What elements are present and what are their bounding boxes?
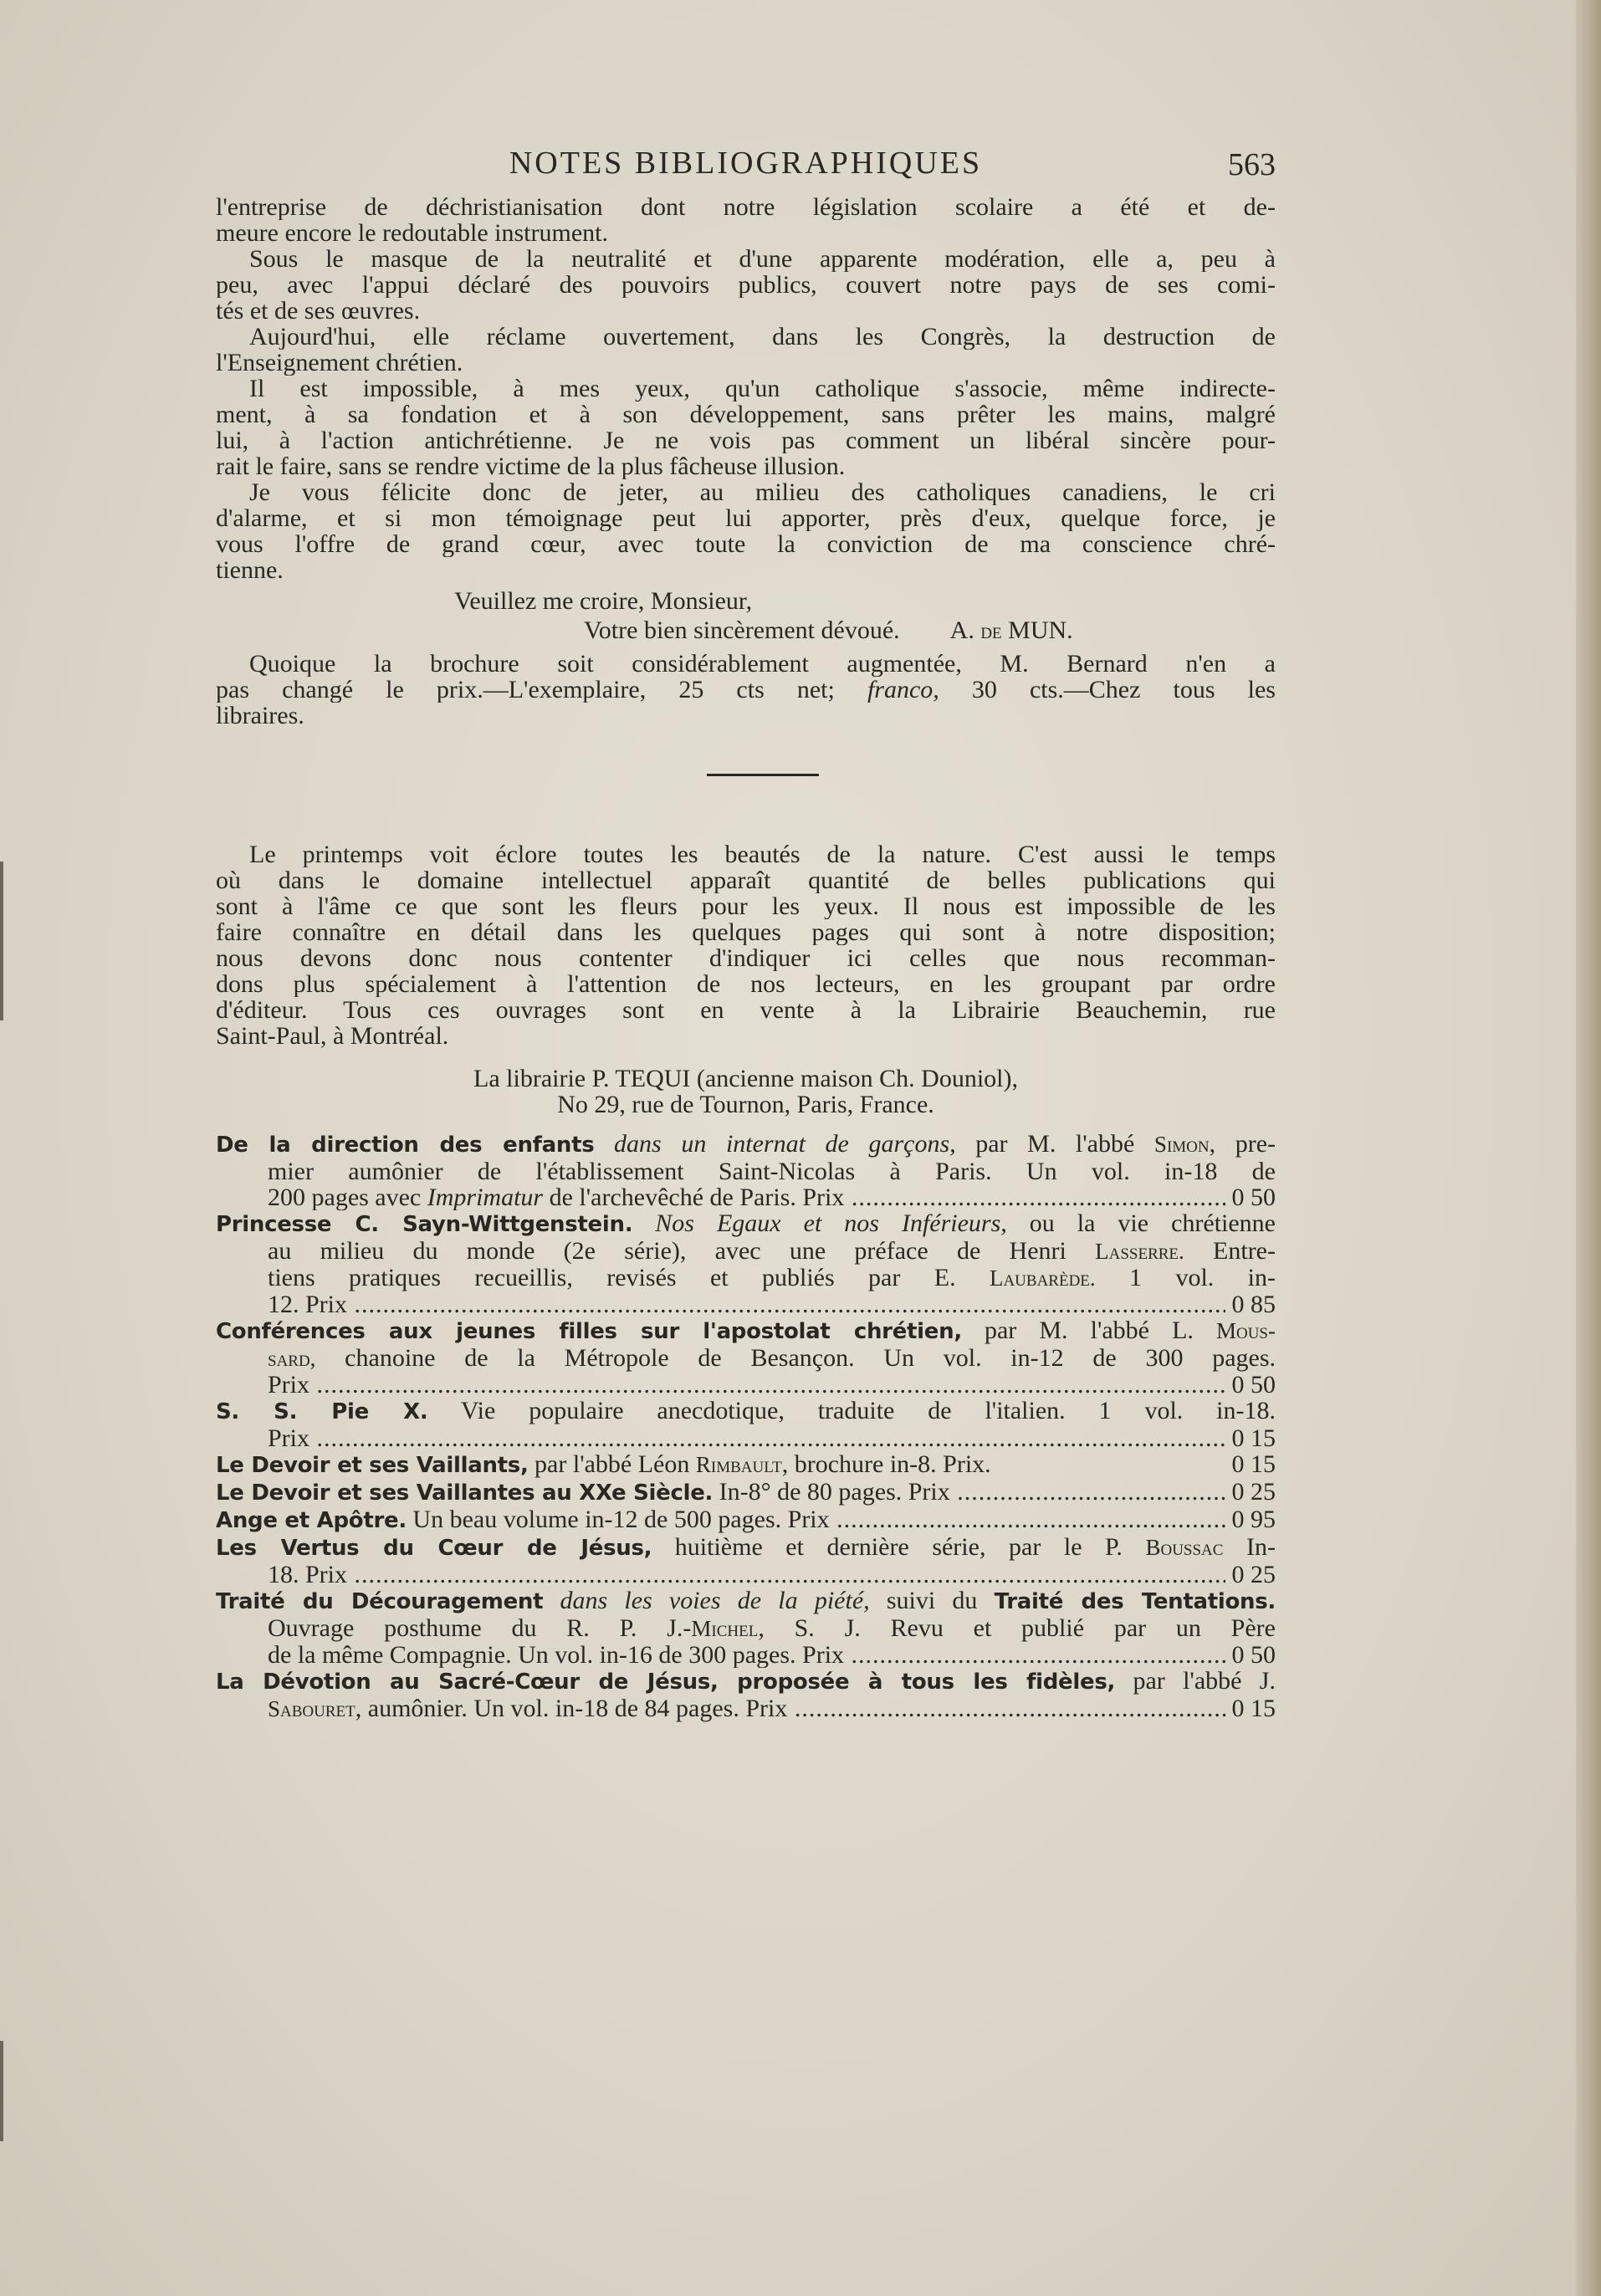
book-title: Traité du Découragement <box>216 1589 544 1614</box>
book-title-2: Traité des Tentations. <box>994 1589 1276 1614</box>
text-line: lui, à l'action antichrétienne. Je ne vois pas comment un libéral sincère pour- <box>216 427 1276 453</box>
running-title: NOTES BIBLIOGRAPHIQUES <box>509 146 983 181</box>
text-line: peu, avec l'appui déclaré des pouvoirs publics, couvert notre pays de ses comi- <box>216 272 1276 298</box>
book-text: de l'archevêché de Paris. Prix <box>543 1184 845 1210</box>
letter-body <box>216 194 1276 644</box>
book-price: 0 50 <box>1231 1184 1276 1211</box>
page-edge <box>1576 0 1601 2296</box>
author-name: Michel <box>691 1616 759 1641</box>
price-line <box>216 1506 1276 1534</box>
book-price: 0 25 <box>1231 1561 1276 1588</box>
book-price: 0 15 <box>1231 1695 1276 1722</box>
signature-name: MUN. <box>1008 617 1073 644</box>
book-text: de la même Compagnie. Un vol. in-16 de 300 pages. Prix ..... <box>268 1642 1225 1668</box>
text-line: sont à l'âme ce que sont les fleurs pour les yeux. Il nous est impossible de les <box>216 893 1276 919</box>
text-line: mier aumônier de l'établissement Saint-Nicolas à Paris. Un vol. in-18 de <box>268 1158 1276 1184</box>
book-title: Le Devoir et ses Vaillants, <box>216 1453 529 1478</box>
book-text: 18. Prix ..... <box>268 1562 1225 1588</box>
book-text: ou la vie chrétienne <box>1006 1210 1276 1237</box>
text-line <box>216 1210 1276 1238</box>
author-name: sard, <box>268 1346 316 1371</box>
text-line <box>216 1398 1276 1425</box>
book-subtitle: dans un internat de garçons, <box>594 1131 956 1158</box>
note-text: 30 cts.—Chez tous les <box>939 677 1276 703</box>
book-italic: Imprimatur <box>427 1184 544 1210</box>
text-line: rait le faire, sans se rendre victime de la plus fâcheuse illusion. <box>216 453 846 479</box>
publisher-address: No 29, rue de Tournon, Paris, France. <box>557 1091 934 1118</box>
book-text: chanoine de la Métropole de Besançon. Un vol. in-12 de 300 pages. <box>315 1345 1276 1372</box>
book-text: , pre- <box>1209 1131 1276 1158</box>
text-line: l'entreprise de déchristianisation dont notre législation scolaire a été et de- <box>216 194 1276 220</box>
book-text: suivi du <box>869 1588 995 1614</box>
book-price: 0 50 <box>1231 1641 1276 1669</box>
text-line: Il est impossible, à mes yeux, qu'un catholique s'associe, même indirecte- <box>249 376 1276 401</box>
price-note <box>216 651 1276 729</box>
book-title: Conférences aux jeunes filles sur l'apostolat chrétien, <box>216 1319 962 1344</box>
running-header <box>216 146 1276 194</box>
book-title: La Dévotion au Sacré-Cœur de Jésus, proposée à tous les fidèles, <box>216 1670 1116 1695</box>
author-name: Rimbault <box>695 1452 782 1477</box>
text-line: libraires. <box>216 703 304 729</box>
book-title: Ange et Apôtre. <box>216 1508 407 1533</box>
signature-particle: de <box>980 618 1002 643</box>
text-line: Je vous félicite donc de jeter, au milieu des catholiques canadiens, le cri <box>249 479 1276 505</box>
price-line <box>216 1291 1276 1317</box>
book-price: 0 50 <box>1231 1371 1276 1399</box>
book-list <box>216 1131 1276 1722</box>
text-line: dons plus spécialement à l'attention de nos lecteurs, en les groupant par ordre <box>216 971 1276 997</box>
text-line: Saint-Paul, à Montréal. <box>216 1023 449 1049</box>
book-entry <box>216 1534 1276 1588</box>
book-text: In- <box>1223 1534 1276 1561</box>
price-line <box>216 1372 1276 1398</box>
book-subtitle: Nos Egaux et nos Inférieurs, <box>632 1210 1007 1237</box>
closing: Votre bien sincèrement dévoué. <box>584 617 900 644</box>
book-entry <box>216 1210 1276 1317</box>
intro-paragraph <box>216 841 1276 1049</box>
text-line <box>216 1534 1276 1562</box>
book-price: 0 15 <box>1231 1450 1276 1478</box>
text-line: Le printemps voit éclore toutes les beautés de la nature. C'est aussi le temps <box>249 841 1276 867</box>
book-title: De la direction des enfants <box>216 1133 595 1158</box>
book-text: , aumônier. Un vol. in-18 de 84 pages. Prix <box>355 1695 788 1722</box>
author-name: Boussac <box>1145 1535 1224 1560</box>
text-line: l'Enseignement chrétien. <box>216 350 463 376</box>
text-line <box>216 677 1276 703</box>
publisher-heading <box>216 1066 1276 1117</box>
price-line <box>216 1642 1276 1668</box>
text-line: meure encore le redoutable instrument. <box>216 220 608 246</box>
publisher-name: La librairie P. TEQUI (ancienne maison Ch. Douniol), <box>473 1065 1018 1092</box>
book-entry <box>216 1398 1276 1451</box>
text-line: vous l'offre de grand cœur, avec toute la conviction de ma conscience chré- <box>216 531 1276 557</box>
price-line <box>216 1479 1276 1506</box>
book-price: 0 85 <box>1231 1291 1276 1318</box>
text-line: d'éditeur. Tous ces ouvrages sont en vente à la Librairie Beauchemin, rue <box>216 997 1276 1023</box>
price-line <box>216 1184 1276 1210</box>
text-line: Aujourd'hui, elle réclame ouvertement, dans les Congrès, la destruction de <box>249 324 1276 350</box>
author-name: Mous- <box>1215 1318 1276 1343</box>
book-text: Prix ..... <box>268 1425 1225 1451</box>
book-text: tiens pratiques recueillis, revisés et publiés par E. <box>268 1265 990 1291</box>
note-italic: franco, <box>867 677 939 703</box>
book-text: Prix ..... <box>268 1372 1225 1398</box>
text-line: tés et de ses œuvres. <box>216 298 421 324</box>
book-text: par l'abbé J. <box>1115 1668 1276 1695</box>
book-entry <box>216 1588 1276 1668</box>
author-name: Sabouret <box>268 1696 355 1721</box>
text-line <box>216 1345 1276 1372</box>
author-name: Laubarède. <box>989 1266 1096 1291</box>
book-text: Entre- <box>1184 1238 1276 1265</box>
book-title: Princesse C. Sayn-Wittgenstein. <box>216 1212 633 1237</box>
book-entry <box>216 1506 1276 1534</box>
salutation: Veuillez me croire, Monsieur, <box>454 588 753 614</box>
book-text: Ouvrage posthume du R. P. J.- <box>268 1615 692 1642</box>
price-line <box>216 1451 1276 1479</box>
text-column <box>216 146 1276 1722</box>
author-name: Simon <box>1153 1132 1210 1157</box>
book-text: Un beau volume in-12 de 500 pages. Prix <box>406 1506 830 1533</box>
book-text: , S. J. Revu et publié par un Père <box>758 1615 1276 1642</box>
book-entry <box>216 1131 1276 1210</box>
book-price: 0 95 <box>1231 1506 1276 1533</box>
text-line <box>216 1317 1276 1345</box>
margin-mark <box>0 862 3 1020</box>
text-line: Sous le masque de la neutralité et d'une apparente modération, elle a, peu à <box>249 246 1276 272</box>
book-text: par M. l'abbé L. <box>961 1317 1216 1344</box>
book-text: , brochure in-8. Prix. <box>781 1451 991 1478</box>
book-text: 200 pages avec <box>268 1184 427 1210</box>
book-text: par l'abbé Léon <box>528 1451 696 1478</box>
text-line <box>216 1615 1276 1642</box>
book-entry <box>216 1451 1276 1479</box>
author-name: Lasserre. <box>1095 1239 1184 1264</box>
book-title: Le Devoir et ses Vaillantes au XXe Siècle. <box>216 1480 714 1506</box>
margin-mark <box>0 2041 3 2141</box>
book-text: huitième et dernière série, par le P. <box>652 1534 1146 1561</box>
text-line <box>216 1131 1276 1158</box>
text-line <box>216 1265 1276 1291</box>
book-text: par M. l'abbé <box>955 1131 1154 1158</box>
book-price: 0 25 <box>1231 1478 1276 1506</box>
note-text: pas changé le prix.—L'exemplaire, 25 cts net; <box>216 677 867 703</box>
section-divider <box>707 774 819 776</box>
text-line: ment, à sa fondation et à son développement, sans prêter les mains, malgré <box>216 401 1276 427</box>
book-text: 12. Prix ..... <box>268 1291 1225 1317</box>
text-line <box>216 1668 1276 1695</box>
text-line: faire connaître en détail dans les quelques pages qui sont à notre disposition; <box>216 919 1276 945</box>
book-entry <box>216 1668 1276 1722</box>
signature-initial: A. <box>949 617 974 644</box>
book-title: S. S. Pie X. <box>216 1399 428 1424</box>
text-line <box>216 1238 1276 1265</box>
book-text: 1 vol. in- <box>1095 1265 1276 1291</box>
signature-line <box>216 617 1276 644</box>
text-line: Quoique la brochure soit considérablement augmentée, M. Bernard n'en a <box>249 651 1276 677</box>
book-entry <box>216 1479 1276 1506</box>
text-line: nous devons donc nous contenter d'indiquer ici celles que nous recomman- <box>216 945 1276 971</box>
book-price: 0 15 <box>1231 1424 1276 1452</box>
text-line: d'alarme, et si mon témoignage peut lui apporter, près d'eux, quelque force, je <box>216 505 1276 531</box>
price-line <box>216 1425 1276 1451</box>
book-text: au milieu du monde (2e série), avec une préface de Henri <box>268 1238 1096 1265</box>
price-line <box>216 1695 1276 1722</box>
book-text: Vie populaire anecdotique, traduite de l'italien. 1 vol. in-18. <box>427 1398 1276 1424</box>
text-line <box>216 1588 1276 1615</box>
page-number: 563 <box>1228 147 1276 182</box>
book-title: Les Vertus du Cœur de Jésus, <box>216 1536 652 1561</box>
book-entry <box>216 1317 1276 1398</box>
text-line: tienne. <box>216 557 284 583</box>
book-text: In-8° de 80 pages. Prix <box>713 1479 950 1506</box>
book-subtitle: dans les voies de la piété, <box>543 1588 870 1614</box>
price-line <box>216 1562 1276 1588</box>
text-line: où dans le domaine intellectuel apparaît quantité de belles publications qui <box>216 867 1276 893</box>
